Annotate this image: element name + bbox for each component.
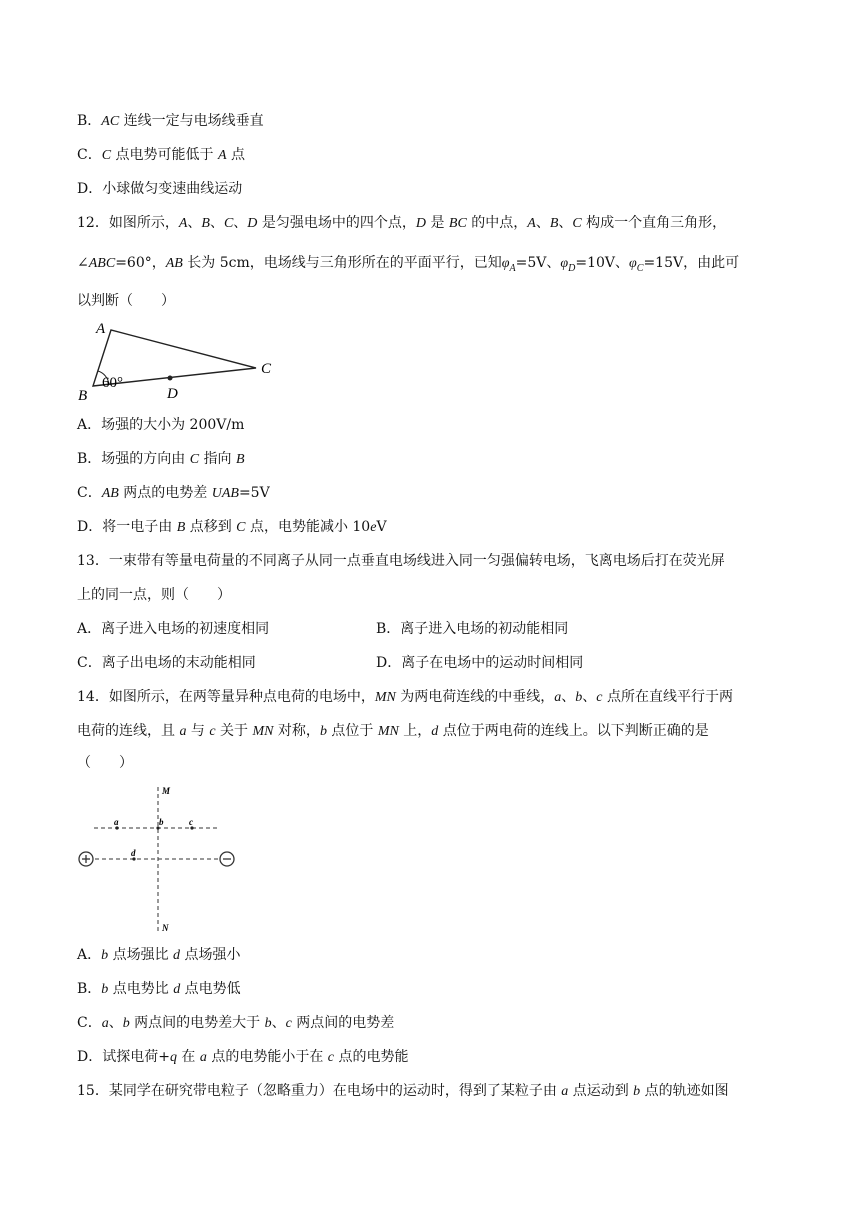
q12-option-b: B．场强的方向由 C 指向 B — [77, 451, 245, 467]
label-d: d — [131, 848, 136, 858]
q12-stem-line2: ∠ABC=60°，AB 长为 5cm，电场线与三角形所在的平面平行，已知$\varphi_A=5V$、$\varphi_D=10V$、$\varphi_C=15V$，由此可 — [77, 255, 740, 274]
label-n: N — [162, 923, 169, 933]
q13-option-d: D．离子在电场中的运动时间相同 — [376, 655, 584, 671]
q14-option-a: A．b 点场强比 d 点场强小 — [77, 947, 241, 963]
q11-option-b: B．AC 连线一定与电场线垂直 — [77, 113, 264, 129]
label-c: c — [189, 817, 193, 827]
q13-option-b: B．离子进入电场的初动能相同 — [376, 621, 569, 637]
q14-stem-line1: 14．如图所示，在两等量异种点电荷的电场中，MN 为两电荷连线的中垂线，a、b、c 点所在直线平行于两 — [77, 689, 733, 705]
label-angle: 60° — [102, 375, 123, 391]
q12-stem-line3: 以判断（ ） — [77, 293, 175, 309]
q14-stem-line3: （ ） — [77, 755, 133, 771]
q13-stem-line1: 13．一束带有等量电荷量的不同离子从同一点垂直电场线进入同一匀强偏转电场，飞离电场后打在荧光屏 — [77, 553, 725, 569]
q12-stem-line1: 12．如图所示，A、B、C、D 是匀强电场中的四个点，D 是 BC 的中点，A、B、C 构成一个直角三角形， — [77, 215, 727, 231]
label-a: A — [96, 321, 106, 337]
q14-option-d: D．试探电荷+q 在 a 点的电势能小于在 c 点的电势能 — [77, 1049, 409, 1065]
q12-triangle-figure — [74, 316, 284, 404]
label-b: b — [159, 817, 164, 827]
q13-option-a: A．离子进入电场的初速度相同 — [77, 621, 270, 637]
q11-option-c: C．C 点电势可能低于 A 点 — [77, 147, 245, 163]
point-d — [168, 376, 173, 381]
q11-option-d: D．小球做匀变速曲线运动 — [77, 181, 243, 197]
label-b: B — [78, 388, 88, 404]
q12-option-d: D．将一电子由 B 点移到 C 点，电势能减小 10eV — [77, 519, 387, 535]
q12-option-a: A．场强的大小为 200V/m — [77, 417, 245, 433]
label-a: a — [114, 817, 119, 827]
label-d: D — [167, 386, 178, 402]
q14-stem-line2: 电荷的连线，且 a 与 c 关于 MN 对称，b 点位于 MN 上，d 点位于两电荷的连线上。以下判断正确的是 — [77, 723, 709, 739]
label-m: M — [162, 786, 171, 796]
q14-option-b: B．b 点电势比 d 点电势低 — [77, 981, 241, 997]
q13-option-c: C．离子出电场的末动能相同 — [77, 655, 256, 671]
label-c: C — [261, 361, 272, 377]
q14-option-c: C．a、b 两点间的电势差大于 b、c 两点间的电势差 — [77, 1015, 395, 1031]
q15-stem-line1: 15．某同学在研究带电粒子（忽略重力）在电场中的运动时，得到了某粒子由 a 点运动到 b 点的轨迹如图 — [77, 1083, 729, 1099]
q12-option-c: C．AB 两点的电势差 UAB=5V — [77, 485, 270, 501]
q13-stem-line2: 上的同一点，则（ ） — [77, 587, 231, 603]
q14-charges-figure — [74, 783, 246, 939]
